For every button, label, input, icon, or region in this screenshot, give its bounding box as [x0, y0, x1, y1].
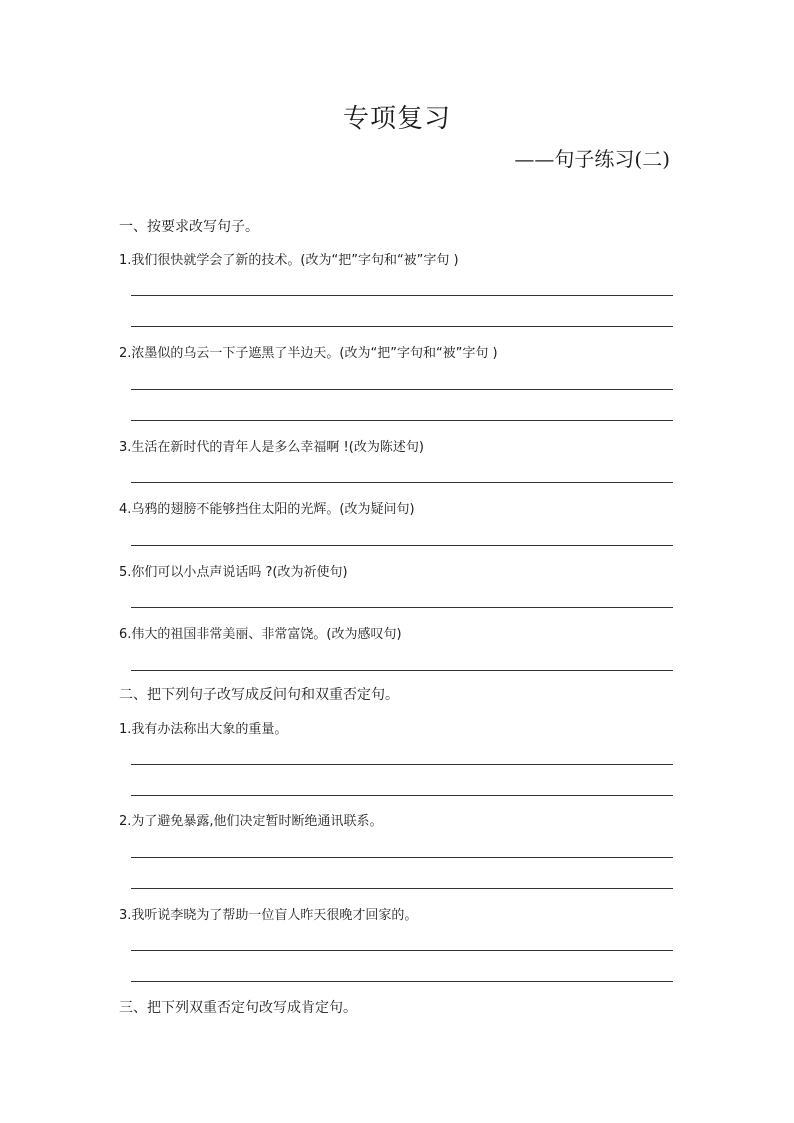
answer-line[interactable] — [131, 981, 673, 982]
section-2-question-3: 3.我听说李晓为了帮助一位盲人昨天很晚才回家的。 — [119, 908, 418, 923]
answer-line[interactable] — [131, 764, 673, 765]
section-1-question-2: 2.浓墨似的乌云一下子遮黑了半边天。(改为“把”字句和“被”字句 ) — [119, 346, 498, 361]
section-2-question-1: 1.我有办法称出大象的重量。 — [119, 722, 288, 737]
section-1-question-1: 1.我们很快就学会了新的技术。(改为“把”字句和“被”字句 ) — [119, 253, 459, 268]
answer-line[interactable] — [131, 857, 673, 858]
section-1-heading: 一、按要求改写句子。 — [119, 219, 259, 235]
answer-line[interactable] — [131, 670, 673, 671]
answer-line[interactable] — [131, 482, 673, 483]
answer-line[interactable] — [131, 950, 673, 951]
section-1-question-5: 5.你们可以小点声说话吗 ?(改为祈使句) — [119, 565, 348, 580]
section-3-heading: 三、把下列双重否定句改写成肯定句。 — [119, 1000, 357, 1016]
answer-line[interactable] — [131, 295, 673, 296]
section-1-question-4: 4.乌鸦的翅膀不能够挡住太阳的光辉。(改为疑问句) — [119, 502, 415, 517]
answer-line[interactable] — [131, 545, 673, 546]
section-2-question-2: 2.为了避免暴露,他们决定暂时断绝通讯联系。 — [119, 814, 383, 829]
section-1-question-3: 3.生活在新时代的青年人是多么幸福啊 !(改为陈述句) — [119, 440, 424, 455]
section-1-question-6: 6.伟大的祖国非常美丽、非常富饶。(改为感叹句) — [119, 627, 402, 642]
answer-line[interactable] — [131, 326, 673, 327]
answer-line[interactable] — [131, 389, 673, 390]
answer-line[interactable] — [131, 888, 673, 889]
section-2-heading: 二、把下列句子改写成反问句和双重否定句。 — [119, 687, 399, 703]
answer-line[interactable] — [131, 607, 673, 608]
answer-line[interactable] — [131, 795, 673, 796]
page-subtitle: ——句子练习(二) — [514, 147, 670, 171]
page-title: 专项复习 — [342, 104, 451, 134]
answer-line[interactable] — [131, 420, 673, 421]
